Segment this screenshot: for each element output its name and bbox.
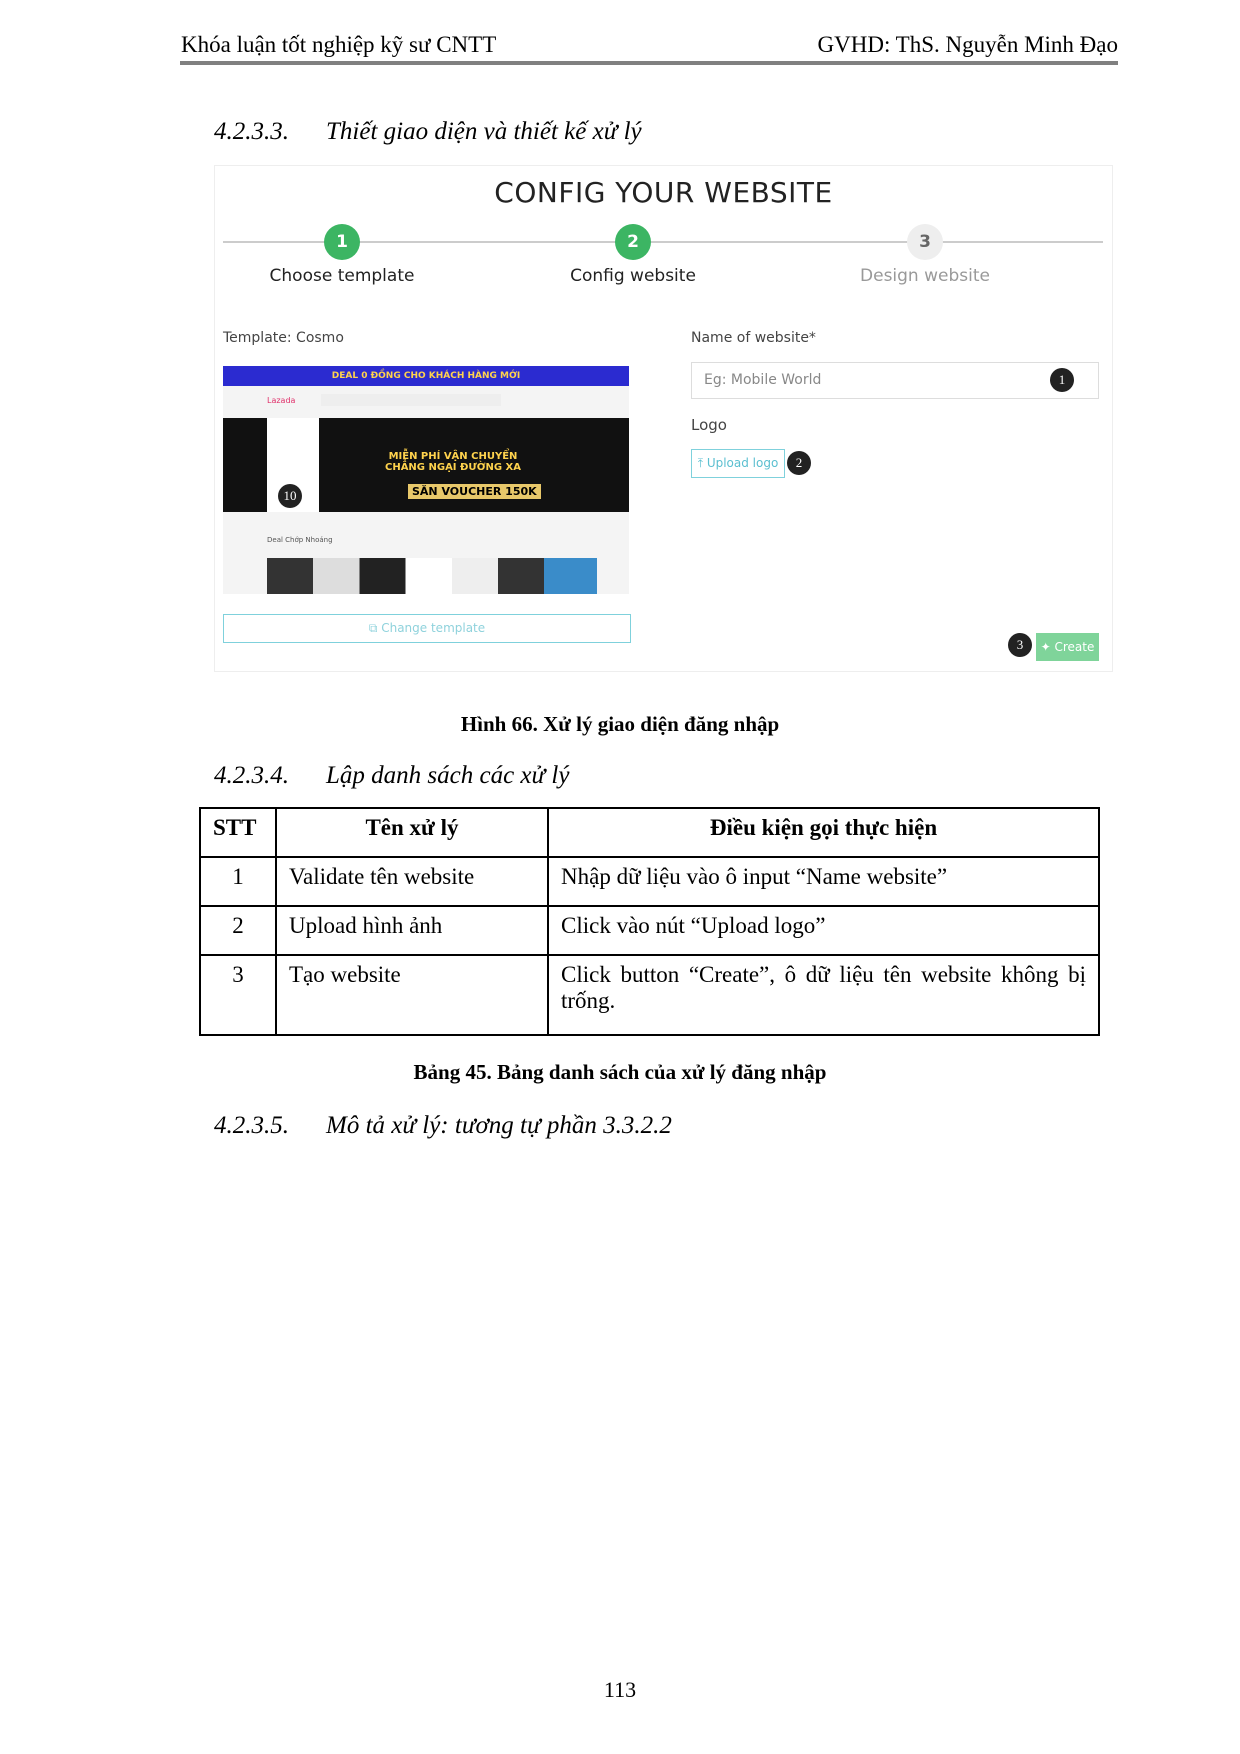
create-button[interactable]	[1036, 633, 1099, 661]
header-right: GVHD: ThS. Nguyễn Minh Đạo	[817, 32, 1118, 57]
cell-condition: Click vào nút “Upload logo”	[548, 906, 1099, 955]
cell-condition: Click button “Create”, ô dữ liệu tên website không bị trống.	[548, 955, 1099, 1035]
template-label: Template: Cosmo	[223, 330, 344, 346]
section-title: Lập danh sách các xử lý	[326, 762, 570, 789]
table-header-row	[200, 808, 1099, 857]
upload-logo-button[interactable]	[691, 449, 785, 478]
cell-condition: Nhập dữ liệu vào ô input “Name website”	[548, 857, 1099, 906]
preview-products	[267, 558, 597, 594]
name-label: Name of website*	[691, 330, 816, 346]
section-number: 4.2.3.4.	[214, 762, 289, 789]
section-heading	[214, 118, 642, 146]
change-template-label: Change template	[381, 621, 486, 635]
badge-create: 3	[1008, 633, 1032, 657]
section-title: Thiết giao diện và thiết kế xử lý	[326, 118, 642, 145]
column-header: STT	[200, 808, 276, 857]
upload-icon: ⤒	[697, 456, 707, 470]
config-website-screenshot	[214, 165, 1113, 672]
name-placeholder: Eg: Mobile World	[704, 372, 822, 388]
preview-banner: DEAL 0 ĐỒNG CHO KHÁCH HÀNG MỚI	[223, 366, 629, 386]
config-title: CONFIG YOUR WEBSITE	[494, 176, 833, 209]
step-1[interactable]: 1	[324, 224, 360, 260]
cell-name: Validate tên website	[276, 857, 548, 906]
preview-brand: Lazada	[267, 396, 296, 405]
section-heading	[214, 1112, 672, 1140]
section-heading	[214, 762, 569, 790]
header-rule	[180, 61, 1118, 65]
page-number: 113	[603, 1677, 637, 1702]
cell-name: Upload hình ảnh	[276, 906, 548, 955]
name-of-website-input[interactable]	[691, 362, 1099, 399]
step-3[interactable]: 3	[907, 224, 943, 260]
step-1-label: Choose template	[269, 266, 415, 286]
process-table	[199, 807, 1100, 1036]
cell-stt: 1	[200, 857, 276, 906]
template-preview-image	[223, 366, 629, 594]
sparkle-icon: ✦	[1040, 640, 1055, 654]
cell-name: Tạo website	[276, 955, 548, 1035]
table-caption: Bảng 45. Bảng danh sách của xử lý đăng nhập	[413, 1060, 827, 1084]
column-header: Tên xử lý	[276, 808, 548, 857]
badge-name: 1	[1050, 368, 1074, 392]
table-row	[200, 906, 1099, 955]
preview-search	[321, 394, 501, 406]
cell-stt: 3	[200, 955, 276, 1035]
copy-icon: ⧉	[368, 621, 382, 635]
section-title: Mô tả xử lý: tương tự phần 3.3.2.2	[326, 1112, 672, 1139]
section-number: 4.2.3.3.	[214, 118, 289, 145]
preview-promo: MIỄN PHÍ VẬN CHUYỂN CHẲNG NGẠI ĐƯỜNG XA	[384, 451, 521, 473]
step-2[interactable]: 2	[615, 224, 651, 260]
cell-stt: 2	[200, 906, 276, 955]
table-row	[200, 955, 1099, 1035]
badge-upload: 2	[787, 451, 811, 475]
step-3-label: Design website	[860, 266, 990, 286]
preview-section: Deal Chớp Nhoáng	[267, 536, 333, 544]
table-row	[200, 857, 1099, 906]
change-template-button[interactable]	[223, 614, 631, 643]
figure-caption: Hình 66. Xử lý giao diện đăng nhập	[460, 712, 780, 736]
upload-logo-label: Upload logo	[706, 456, 779, 470]
badge-template: 10	[278, 484, 302, 508]
create-label: Create	[1054, 640, 1095, 654]
header-left: Khóa luận tốt nghiệp kỹ sư CNTT	[181, 32, 497, 57]
step-2-label: Config website	[570, 266, 696, 286]
logo-label: Logo	[691, 416, 727, 434]
column-header: Điều kiện gọi thực hiện	[548, 808, 1099, 857]
preview-voucher: SĂN VOUCHER 150K	[408, 484, 541, 499]
section-number: 4.2.3.5.	[214, 1112, 289, 1139]
